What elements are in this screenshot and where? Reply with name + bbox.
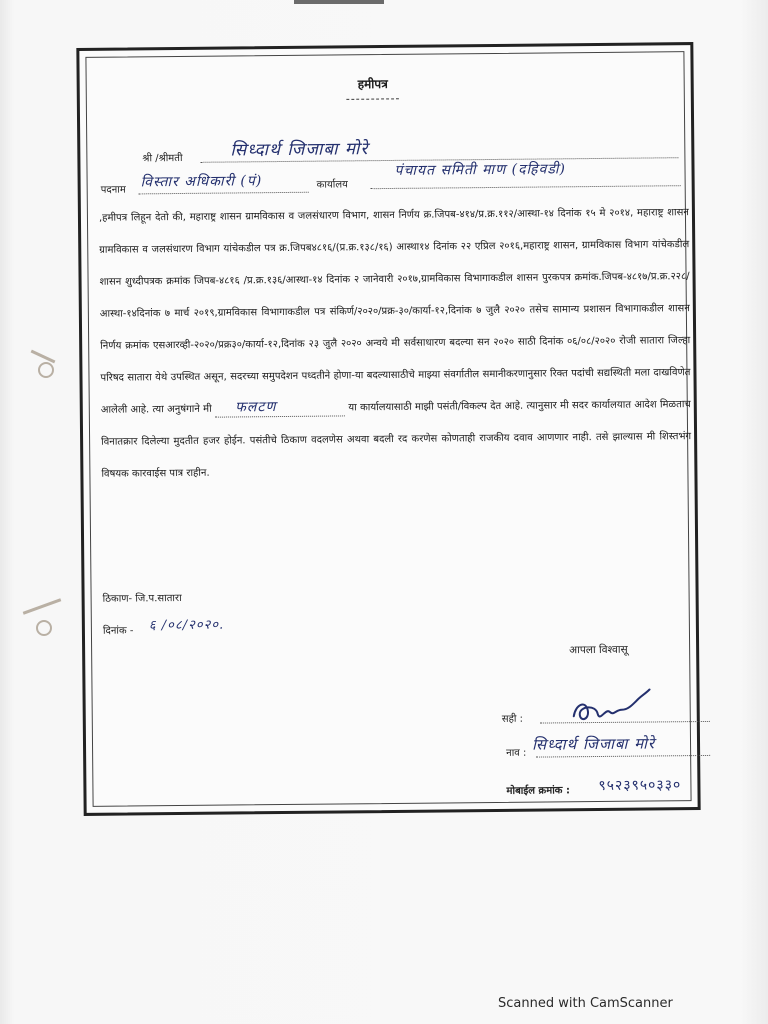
binding-hole-top xyxy=(38,362,54,378)
name-handwritten: सिध्दार्थ जिजाबा मोरे xyxy=(230,139,369,161)
date-label: दिनांक - xyxy=(102,625,134,637)
office-label: कार्यालय xyxy=(316,179,348,191)
document-title: हमीपत्र xyxy=(357,76,388,92)
declaration-body-text: ,हमीपत्र लिहून देतो की, महाराष्ट्र शासन ग्रामविकास व जलसंधारण विभाग, शासन निर्णय क्र.जिपब-४१४/प्र.क्र.११२/आस्था-१४ दिनांक १५ मे २०१४, महाराष्ट्र शासन ग्रामविकास व जलसंधारण विभाग यांचेकडील पत्र क्र.जिपब४८१६/(प्र.क्र.१३८/१६) आस्था१४ दिनांक २२ एप्रिल २०१६,महाराष्ट्र शासन, ग्रामविकास विभाग यांचेकडील शासन शुध्दीपत्रक क्रमांक जिपब-४८१६ /प्र.क्र.१३६/आस्था-१४ दिनांक २ जानेवारी २०१७,ग्रामविकास विभागाकडील शासन पुरकपत्र क्रमांक.जिपब-४८१७/प्र.क्र.२२८/आस्था-१४दिनांक ७ मार्च २०१९,ग्रामविकास विभागाकडील पत्र संकिर्ण/२०२०/प्रक्र-३०/कार्या-१२,दिनांक ७ जुलै २०२० तसेच सामान्य प्रशासन विभागाकडील शासन निर्णय क्रमांक एसआरव्ही-२०२०/प्रक्र३०/कार्या-१२,दिनांक २३ जुलै २०२० अन्वये मी सर्वसाधारण बदल्या सन २०२० साठी दिनांक ०६/०८/२०२० रोजी सातारा जिल्हा परिषद सातारा येथे उपस्थित असून, सदरच्या समुपदेशन पध्दतीने होणा-या बदल्यासाठीचे माझ्या संवर्गातील समानीकरणानुसार रिक्त पदांची सद्यस्थिती मला दाखविणेत आलेली आहे. त्या अनुषंगाने मी xyxy=(98,207,691,416)
mobile-handwritten: ९५२३९५०३३० xyxy=(598,777,682,795)
date-handwritten: ६ /०८/२०२०. xyxy=(148,617,225,634)
signature-scribble-icon xyxy=(565,685,665,730)
name-label: श्री /श्रीमती xyxy=(142,152,183,165)
declaration-frame xyxy=(76,42,700,816)
title-underline: ----------- xyxy=(345,91,401,106)
signature-label: सही : xyxy=(501,713,524,725)
designation-label: पदनाम xyxy=(100,184,126,196)
name2-handwritten: सिध्दार्थ जिजाबा मोरे xyxy=(531,734,656,754)
declaration-body-text-end: या कार्यालयासाठी माझी पसंती/विकल्प देत आहे. त्यानुसार मी सदर कार्यालयात आदेश मिळताच विनातक्रार दिलेल्या मुदतीत हजर होईन. पसंतीचे ठिकाण वदलणेस अथवा बदली रद करणेस कोणताही राजकीय दवाव आणणार नाही. तसे झाल्यास मी शिस्तभंग विषयक कारवाईस पात्र राहीन. xyxy=(101,399,692,480)
top-edge-mark xyxy=(294,0,384,4)
binding-hole-bottom xyxy=(36,620,52,636)
office-handwritten: पंचायत समिती माण (दहिवडी) xyxy=(394,161,567,179)
office-choice-handwritten: फलटण xyxy=(215,397,345,417)
closing-text: आपला विश्वासू xyxy=(569,643,628,657)
camscanner-watermark: Scanned with CamScanner xyxy=(498,996,673,1011)
name2-label: नाव : xyxy=(506,747,527,759)
declaration-paragraph xyxy=(99,197,692,491)
place-text: ठिकाण- जि.प.सातारा xyxy=(102,592,182,605)
designation-handwritten: विस्तार अधिकारी (पं) xyxy=(140,173,263,191)
mobile-label: मोबाईल क्रमांक : xyxy=(506,785,570,797)
